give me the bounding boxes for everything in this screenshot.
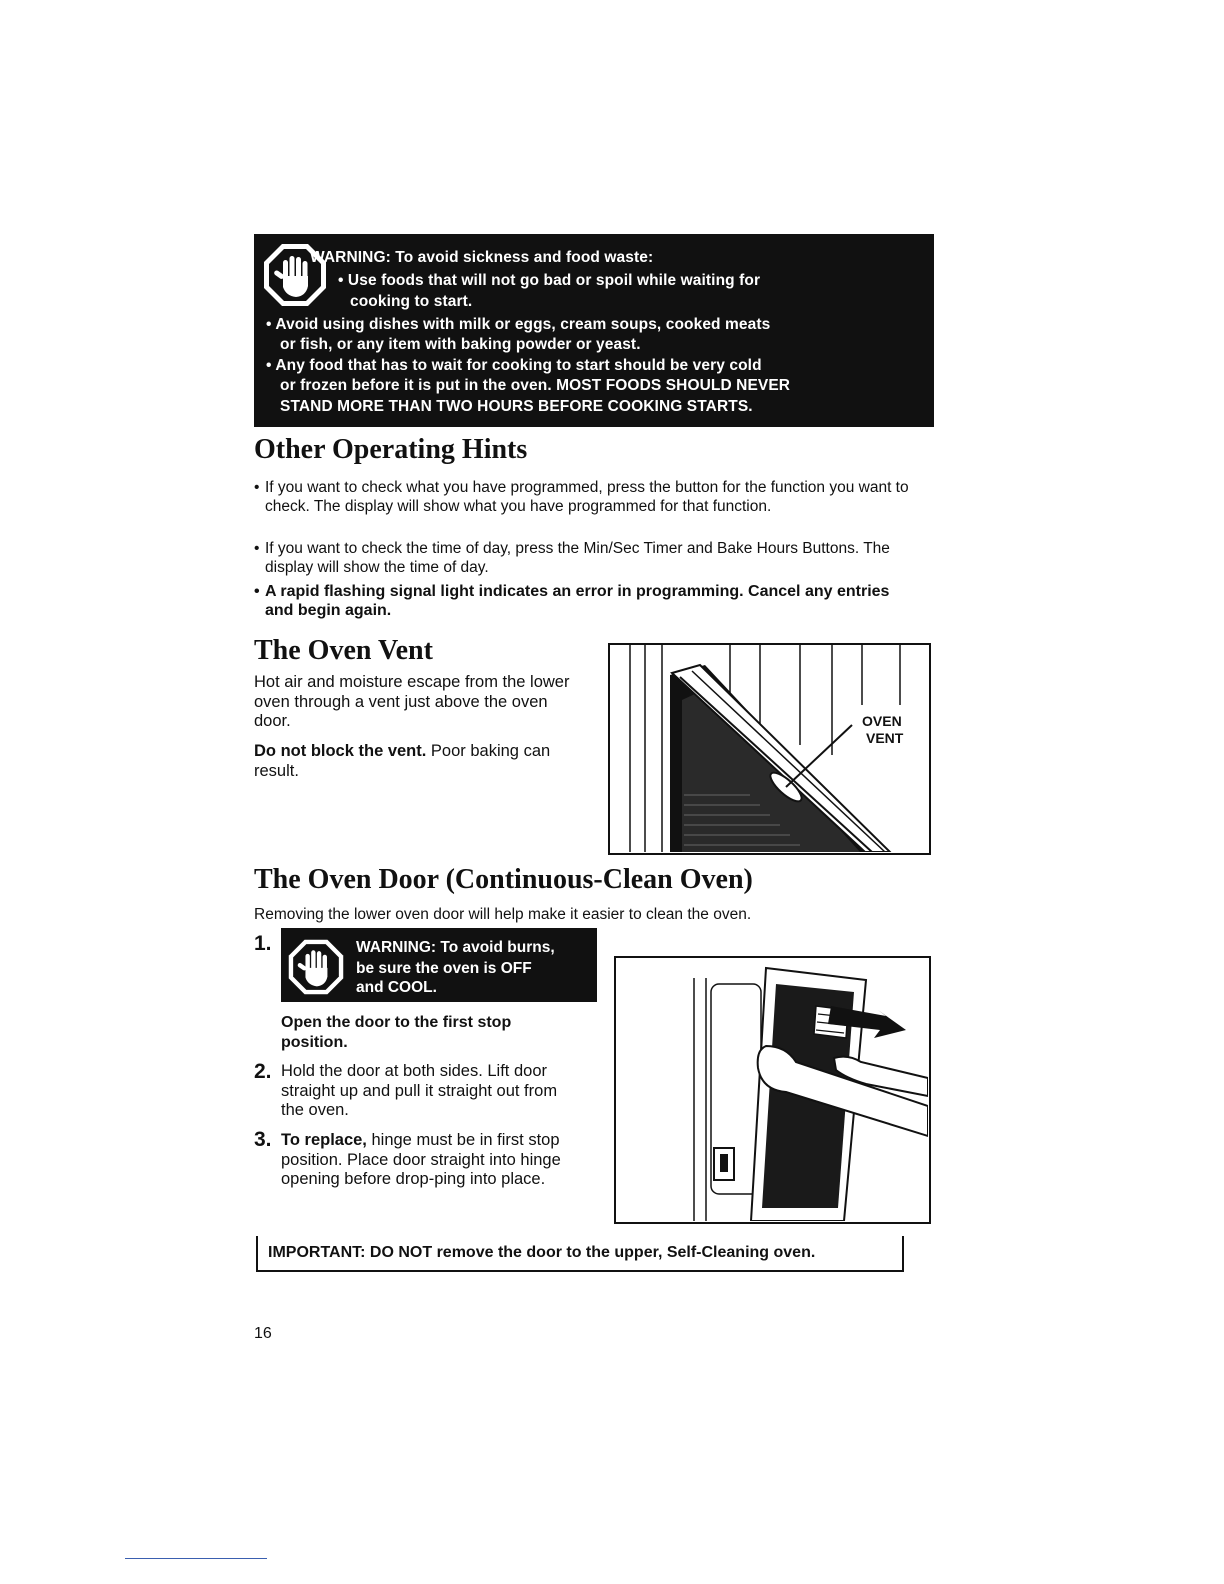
warning-line: be sure the oven is OFF [356,960,532,977]
warning-heading: WARNING: To avoid sickness and food waste: [310,249,654,266]
oven-door-removal-illustration [614,956,931,1224]
bullet-icon: • [254,540,260,557]
section-heading-hints: Other Operating Hints [254,434,528,465]
warning-line: • Use foods that will not go bad or spoil while waiting for [338,272,761,289]
warning-box-burns [281,928,597,1002]
hint-text: A rapid flashing signal light indicates an error in programming. Cancel any entries and begin again. [265,583,890,619]
figure-label-vent: VENT [866,730,904,746]
warning-line: STAND MORE THAN TWO HOURS BEFORE COOKING STARTS. [280,398,753,415]
hint-text: If you want to check the time of day, press the Min/Sec Timer and Bake Hours Buttons. The display will show the time of day. [265,540,890,576]
important-notice: IMPORTANT: DO NOT remove the door to the upper, Self-Cleaning oven. [256,1236,904,1272]
warning-line: or frozen before it is put in the oven. MOST FOODS SHOULD NEVER [280,377,791,394]
step-number: 3. [254,1128,272,1151]
step-1-text: Open the door to the first stop position. [281,1014,512,1051]
vent-warning-paragraph [254,742,564,781]
bullet-icon: • [254,479,260,496]
stop-hand-icon [287,938,345,996]
page-number: 16 [254,1325,272,1342]
step-number: 2. [254,1060,272,1083]
oven-vent-illustration [608,643,931,855]
figure-label-oven: OVEN [862,713,902,729]
warning-line: • Any food that has to wait for cooking to start should be very cold [266,357,762,374]
hint-item [254,479,935,516]
oven-vent-drawing [610,645,928,852]
warning-line: and COOL. [356,979,437,996]
step-number: 1. [254,932,272,955]
step-3-text [281,1131,571,1190]
hint-item [254,540,915,577]
step-3-rest: hinge must be in first stop position. Place door straight into hinge opening before drop-ping into place. [281,1131,561,1188]
hint-text: If you want to check what you have programmed, press the button for the function you want to check. The display will show what you have programmed for that function. [265,479,909,515]
warning-line: • Avoid using dishes with milk or eggs, cream soups, cooked meats [266,316,771,333]
warning-line: cooking to start. [350,293,473,310]
vent-paragraph: Hot air and moisture escape from the lower oven through a vent just above the oven door. [254,673,570,730]
warning-box-food-safety [254,234,934,427]
vent-warning-bold: Do not block the vent. [254,742,427,760]
door-removal-drawing [616,958,928,1221]
step-3-bold: To replace, [281,1131,367,1149]
bullet-icon: • [254,583,260,600]
footer-divider [125,1558,267,1559]
warning-line: or fish, or any item with baking powder or yeast. [280,336,641,353]
door-intro: Removing the lower oven door will help make it easier to clean the oven. [254,906,752,923]
warning-heading: WARNING: To avoid burns, [356,939,555,956]
vent-warning-text: Poor baking can result. [254,742,551,780]
step-2-text: Hold the door at both sides. Lift door straight up and pull it straight out from the oven. [281,1062,558,1119]
section-heading-door: The Oven Door (Continuous-Clean Oven) [254,864,753,895]
hint-item-important [254,583,905,620]
section-heading-vent: The Oven Vent [254,635,433,666]
